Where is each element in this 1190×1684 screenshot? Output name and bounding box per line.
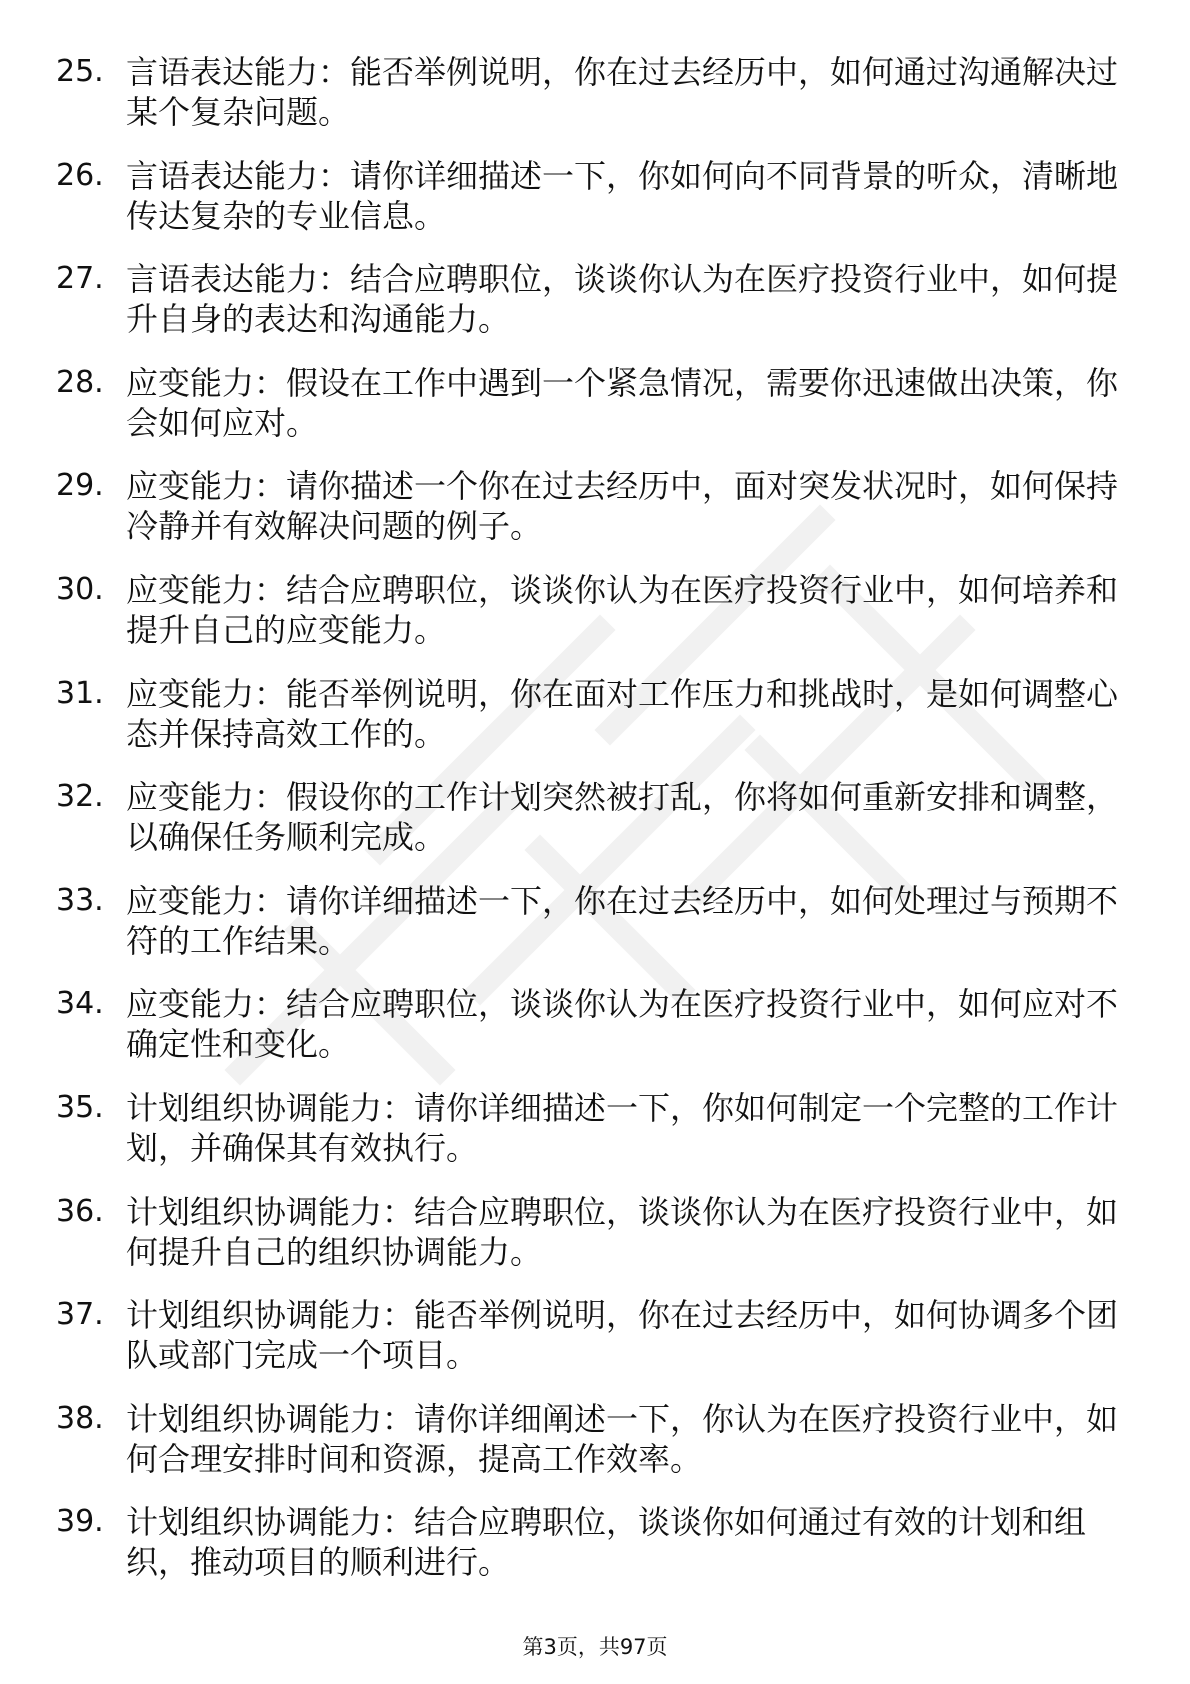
question-text: 计划组织协调能力：结合应聘职位，谈谈你如何通过有效的计划和组织，推动项目的顺利进行。 [126, 1503, 1087, 1582]
question-text: 计划组织协调能力：结合应聘职位，谈谈你认为在医疗投资行业中，如何提升自己的组织协调能力。 [126, 1192, 1119, 1271]
page-number-label: 第3页，共97页 [522, 1635, 668, 1659]
list-item [56, 1295, 1136, 1375]
question-number: 29. [56, 468, 104, 504]
question-text: 应变能力：结合应聘职位，谈谈你认为在医疗投资行业中，如何培养和提升自己的应变能力。 [126, 570, 1119, 649]
question-number: 39. [56, 1504, 104, 1540]
question-number: 35. [56, 1089, 104, 1125]
question-text: 言语表达能力：能否举例说明，你在过去经历中，如何通过沟通解决过某个复杂问题。 [126, 53, 1119, 131]
list-item [56, 1088, 1136, 1168]
question-number: 31. [56, 675, 104, 711]
list-item [56, 466, 1136, 546]
question-number: 32. [56, 779, 104, 815]
list-item [56, 259, 1136, 339]
question-number: 33. [56, 882, 104, 918]
question-number: 25. [56, 54, 104, 89]
list-item [56, 674, 1136, 754]
page-footer [0, 1634, 1190, 1660]
question-text: 言语表达能力：请你详细描述一下，你如何向不同背景的听众，清晰地传达复杂的专业信息。 [126, 156, 1119, 235]
question-number: 34. [56, 986, 104, 1022]
list-item [56, 363, 1136, 443]
question-text: 应变能力：假设在工作中遇到一个紧急情况，需要你迅速做出决策，你会如何应对。 [126, 363, 1119, 442]
list-item [56, 1192, 1136, 1272]
list-item [56, 52, 1136, 132]
list-item [56, 777, 1136, 857]
question-number: 26. [56, 157, 104, 193]
list-item [56, 881, 1136, 961]
question-list [56, 52, 1136, 1606]
list-item [56, 984, 1136, 1064]
question-text: 计划组织协调能力：请你详细描述一下，你如何制定一个完整的工作计划，并确保其有效执行。 [126, 1088, 1119, 1167]
list-item [56, 1502, 1136, 1582]
question-number: 38. [56, 1400, 104, 1436]
question-number: 27. [56, 261, 104, 297]
question-text: 应变能力：结合应聘职位，谈谈你认为在医疗投资行业中，如何应对不确定性和变化。 [126, 985, 1119, 1064]
question-number: 28. [56, 364, 104, 400]
question-text: 言语表达能力：结合应聘职位，谈谈你认为在医疗投资行业中，如何提升自身的表达和沟通能力。 [126, 260, 1119, 339]
question-number: 37. [56, 1297, 104, 1333]
question-number: 36. [56, 1193, 104, 1229]
question-text: 计划组织协调能力：能否举例说明，你在过去经历中，如何协调多个团队或部门完成一个项目。 [126, 1296, 1119, 1375]
question-text: 计划组织协调能力：请你详细阐述一下，你认为在医疗投资行业中，如何合理安排时间和资源，提高工作效率。 [126, 1399, 1119, 1478]
list-item [56, 570, 1136, 650]
question-text: 应变能力：能否举例说明，你在面对工作压力和挑战时，是如何调整心态并保持高效工作的。 [126, 674, 1119, 753]
question-text: 应变能力：请你描述一个你在过去经历中，面对突发状况时，如何保持冷静并有效解决问题的例子。 [126, 467, 1119, 546]
question-number: 30. [56, 571, 104, 607]
list-item [56, 1399, 1136, 1479]
question-text: 应变能力：请你详细描述一下，你在过去经历中，如何处理过与预期不符的工作结果。 [126, 881, 1119, 960]
question-text: 应变能力：假设你的工作计划突然被打乱，你将如何重新安排和调整，以确保任务顺利完成。 [126, 778, 1119, 857]
list-item [56, 156, 1136, 236]
